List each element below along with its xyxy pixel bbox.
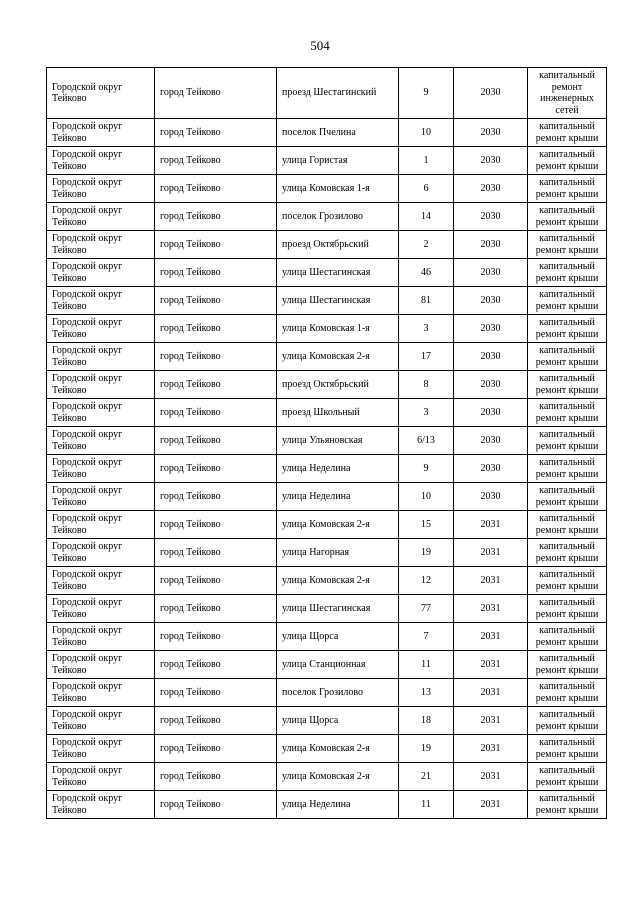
street-cell: улица Шестагинская [277, 259, 399, 287]
district-cell: Городской округ Тейково [47, 287, 155, 315]
district-cell: Городской округ Тейково [47, 651, 155, 679]
work-type-cell: капитальный ремонт крыши [528, 455, 607, 483]
year-cell: 2030 [454, 427, 528, 455]
house-number-cell: 17 [399, 343, 454, 371]
table-row [47, 539, 607, 567]
house-number-cell: 8 [399, 371, 454, 399]
year-cell: 2031 [454, 511, 528, 539]
city-cell: город Тейково [155, 623, 277, 651]
house-number-cell: 6 [399, 175, 454, 203]
work-type-cell: капитальный ремонт крыши [528, 679, 607, 707]
house-number-cell: 3 [399, 315, 454, 343]
street-cell: улица Комовская 2-я [277, 343, 399, 371]
house-number-cell: 11 [399, 791, 454, 819]
district-cell: Городской округ Тейково [47, 679, 155, 707]
table-row [47, 483, 607, 511]
district-cell: Городской округ Тейково [47, 315, 155, 343]
year-cell: 2030 [454, 231, 528, 259]
district-cell: Городской округ Тейково [47, 735, 155, 763]
table-row [47, 68, 607, 119]
street-cell: улица Нагорная [277, 539, 399, 567]
city-cell: город Тейково [155, 315, 277, 343]
work-type-cell: капитальный ремонт крыши [528, 203, 607, 231]
street-cell: улица Шестагинская [277, 595, 399, 623]
table-row [47, 791, 607, 819]
street-cell: поселок Грозилово [277, 203, 399, 231]
table-row [47, 287, 607, 315]
street-cell: улица Щорса [277, 623, 399, 651]
house-number-cell: 1 [399, 147, 454, 175]
work-type-cell: капитальный ремонт крыши [528, 119, 607, 147]
year-cell: 2031 [454, 567, 528, 595]
year-cell: 2030 [454, 175, 528, 203]
district-cell: Городской округ Тейково [47, 259, 155, 287]
house-number-cell: 13 [399, 679, 454, 707]
house-number-cell: 77 [399, 595, 454, 623]
city-cell: город Тейково [155, 651, 277, 679]
house-number-cell: 10 [399, 483, 454, 511]
table-row [47, 707, 607, 735]
street-cell: улица Неделина [277, 791, 399, 819]
district-cell: Городской округ Тейково [47, 175, 155, 203]
district-cell: Городской округ Тейково [47, 567, 155, 595]
house-number-cell: 19 [399, 735, 454, 763]
district-cell: Городской округ Тейково [47, 511, 155, 539]
district-cell: Городской округ Тейково [47, 343, 155, 371]
table-row [47, 623, 607, 651]
year-cell: 2031 [454, 707, 528, 735]
work-type-cell: капитальный ремонт крыши [528, 791, 607, 819]
city-cell: город Тейково [155, 595, 277, 623]
house-number-cell: 11 [399, 651, 454, 679]
street-cell: улица Комовская 2-я [277, 763, 399, 791]
city-cell: город Тейково [155, 707, 277, 735]
house-number-cell: 19 [399, 539, 454, 567]
page-number: 504 [310, 38, 330, 53]
street-cell: проезд Октябрьский [277, 371, 399, 399]
table-row [47, 343, 607, 371]
year-cell: 2030 [454, 483, 528, 511]
year-cell: 2030 [454, 371, 528, 399]
year-cell: 2031 [454, 539, 528, 567]
city-cell: город Тейково [155, 343, 277, 371]
city-cell: город Тейково [155, 763, 277, 791]
street-cell: улица Неделина [277, 483, 399, 511]
house-number-cell: 2 [399, 231, 454, 259]
year-cell: 2030 [454, 68, 528, 119]
city-cell: город Тейково [155, 511, 277, 539]
house-number-cell: 15 [399, 511, 454, 539]
street-cell: улица Щорса [277, 707, 399, 735]
district-cell: Городской округ Тейково [47, 68, 155, 119]
district-cell: Городской округ Тейково [47, 231, 155, 259]
city-cell: город Тейково [155, 119, 277, 147]
table-row [47, 399, 607, 427]
table-row [47, 315, 607, 343]
house-number-cell: 3 [399, 399, 454, 427]
table-row [47, 763, 607, 791]
city-cell: город Тейково [155, 735, 277, 763]
table-row [47, 175, 607, 203]
district-cell: Городской округ Тейково [47, 763, 155, 791]
work-type-cell: капитальный ремонт крыши [528, 175, 607, 203]
work-type-cell: капитальный ремонт крыши [528, 651, 607, 679]
work-type-cell: капитальный ремонт крыши [528, 623, 607, 651]
house-number-cell: 81 [399, 287, 454, 315]
city-cell: город Тейково [155, 203, 277, 231]
district-cell: Городской округ Тейково [47, 483, 155, 511]
house-number-cell: 9 [399, 68, 454, 119]
work-type-cell: капитальный ремонт крыши [528, 539, 607, 567]
work-type-cell: капитальный ремонт крыши [528, 315, 607, 343]
street-cell: улица Комовская 2-я [277, 567, 399, 595]
work-type-cell: капитальный ремонт крыши [528, 595, 607, 623]
street-cell: поселок Пчелина [277, 119, 399, 147]
year-cell: 2030 [454, 343, 528, 371]
street-cell: улица Шестагинская [277, 287, 399, 315]
district-cell: Городской округ Тейково [47, 623, 155, 651]
district-cell: Городской округ Тейково [47, 427, 155, 455]
year-cell: 2031 [454, 651, 528, 679]
district-cell: Городской округ Тейково [47, 147, 155, 175]
work-type-cell: капитальный ремонт крыши [528, 399, 607, 427]
work-type-cell: капитальный ремонт крыши [528, 763, 607, 791]
city-cell: город Тейково [155, 539, 277, 567]
work-type-cell: капитальный ремонт крыши [528, 371, 607, 399]
district-cell: Городской округ Тейково [47, 371, 155, 399]
table-row [47, 203, 607, 231]
street-cell: улица Комовская 1-я [277, 315, 399, 343]
table-row [47, 371, 607, 399]
house-number-cell: 10 [399, 119, 454, 147]
repair-schedule-table [46, 67, 607, 819]
year-cell: 2030 [454, 119, 528, 147]
table-row [47, 119, 607, 147]
table-row [47, 427, 607, 455]
table-row [47, 735, 607, 763]
house-number-cell: 6/13 [399, 427, 454, 455]
street-cell: улица Неделина [277, 455, 399, 483]
city-cell: город Тейково [155, 679, 277, 707]
city-cell: город Тейково [155, 231, 277, 259]
table-row [47, 567, 607, 595]
house-number-cell: 9 [399, 455, 454, 483]
city-cell: город Тейково [155, 68, 277, 119]
work-type-cell: капитальный ремонт крыши [528, 427, 607, 455]
city-cell: город Тейково [155, 259, 277, 287]
year-cell: 2030 [454, 259, 528, 287]
district-cell: Городской округ Тейково [47, 119, 155, 147]
year-cell: 2030 [454, 287, 528, 315]
table-row [47, 147, 607, 175]
district-cell: Городской округ Тейково [47, 399, 155, 427]
house-number-cell: 46 [399, 259, 454, 287]
year-cell: 2031 [454, 735, 528, 763]
street-cell: проезд Октябрьский [277, 231, 399, 259]
year-cell: 2030 [454, 399, 528, 427]
street-cell: улица Комовская 1-я [277, 175, 399, 203]
year-cell: 2031 [454, 623, 528, 651]
table-row [47, 231, 607, 259]
house-number-cell: 18 [399, 707, 454, 735]
city-cell: город Тейково [155, 427, 277, 455]
district-cell: Городской округ Тейково [47, 791, 155, 819]
street-cell: проезд Шестагинский [277, 68, 399, 119]
district-cell: Городской округ Тейково [47, 539, 155, 567]
street-cell: улица Станционная [277, 651, 399, 679]
street-cell: улица Ульяновская [277, 427, 399, 455]
work-type-cell: капитальный ремонт крыши [528, 567, 607, 595]
house-number-cell: 21 [399, 763, 454, 791]
city-cell: город Тейково [155, 791, 277, 819]
year-cell: 2031 [454, 595, 528, 623]
district-cell: Городской округ Тейково [47, 455, 155, 483]
year-cell: 2031 [454, 679, 528, 707]
work-type-cell: капитальный ремонт инженерных сетей [528, 68, 607, 119]
work-type-cell: капитальный ремонт крыши [528, 147, 607, 175]
district-cell: Городской округ Тейково [47, 203, 155, 231]
table-row [47, 651, 607, 679]
street-cell: улица Гористая [277, 147, 399, 175]
work-type-cell: капитальный ремонт крыши [528, 707, 607, 735]
city-cell: город Тейково [155, 567, 277, 595]
street-cell: поселок Грозилово [277, 679, 399, 707]
work-type-cell: капитальный ремонт крыши [528, 343, 607, 371]
table-row [47, 511, 607, 539]
work-type-cell: капитальный ремонт крыши [528, 511, 607, 539]
street-cell: улица Комовская 2-я [277, 735, 399, 763]
work-type-cell: капитальный ремонт крыши [528, 287, 607, 315]
house-number-cell: 12 [399, 567, 454, 595]
district-cell: Городской округ Тейково [47, 595, 155, 623]
district-cell: Городской округ Тейково [47, 707, 155, 735]
table-row [47, 259, 607, 287]
city-cell: город Тейково [155, 147, 277, 175]
year-cell: 2030 [454, 315, 528, 343]
work-type-cell: капитальный ремонт крыши [528, 735, 607, 763]
year-cell: 2031 [454, 763, 528, 791]
city-cell: город Тейково [155, 371, 277, 399]
work-type-cell: капитальный ремонт крыши [528, 483, 607, 511]
city-cell: город Тейково [155, 175, 277, 203]
year-cell: 2030 [454, 455, 528, 483]
city-cell: город Тейково [155, 287, 277, 315]
city-cell: город Тейково [155, 399, 277, 427]
table-row [47, 595, 607, 623]
year-cell: 2031 [454, 791, 528, 819]
work-type-cell: капитальный ремонт крыши [528, 231, 607, 259]
city-cell: город Тейково [155, 483, 277, 511]
table-body [47, 68, 607, 819]
year-cell: 2030 [454, 203, 528, 231]
year-cell: 2030 [454, 147, 528, 175]
house-number-cell: 7 [399, 623, 454, 651]
city-cell: город Тейково [155, 455, 277, 483]
street-cell: проезд Школьный [277, 399, 399, 427]
table-row [47, 455, 607, 483]
table-row [47, 679, 607, 707]
house-number-cell: 14 [399, 203, 454, 231]
street-cell: улица Комовская 2-я [277, 511, 399, 539]
work-type-cell: капитальный ремонт крыши [528, 259, 607, 287]
